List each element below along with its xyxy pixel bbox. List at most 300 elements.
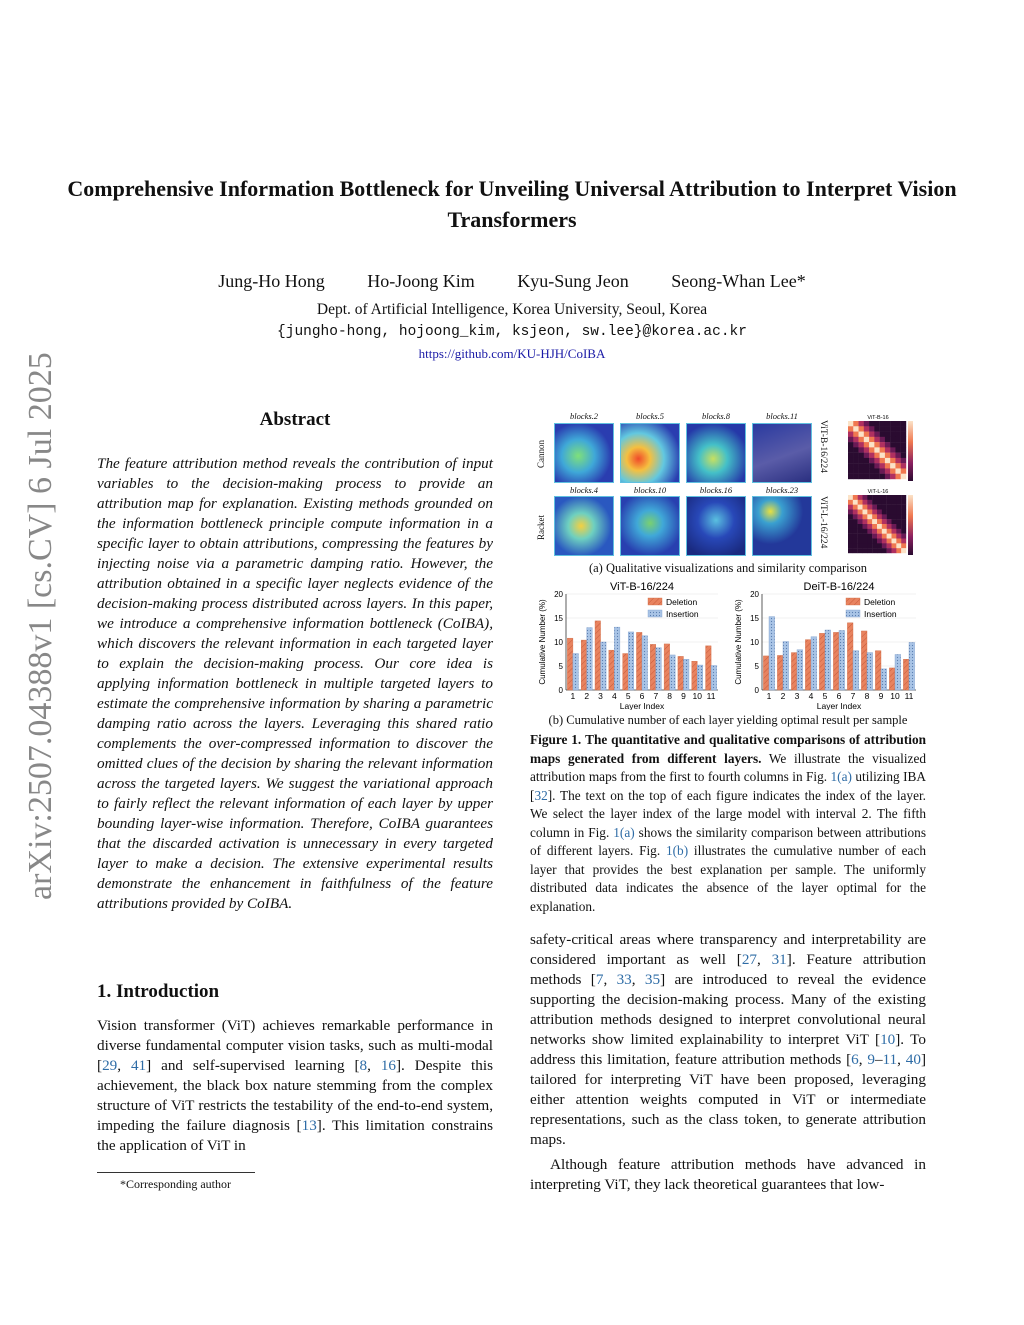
heatmap-cell <box>887 519 892 524</box>
x-tick-label: 8 <box>864 691 870 701</box>
heatmap-cell <box>853 500 858 505</box>
bar-deletion <box>581 640 587 690</box>
heatmap-cell <box>863 514 868 519</box>
x-tick-label: 10 <box>692 691 703 701</box>
heatmap-cell <box>895 432 900 437</box>
legend-swatch <box>648 610 662 617</box>
heatmap-cell <box>901 519 906 524</box>
heatmap-cell <box>896 539 901 544</box>
citation-link[interactable]: 13 <box>301 1117 317 1134</box>
heatmap-cell <box>896 505 901 510</box>
x-tick-label: 1 <box>570 691 576 701</box>
colorbar <box>908 495 913 555</box>
legend-label: Deletion <box>864 597 896 607</box>
heatmap-cell <box>872 500 877 505</box>
heatmap-cell <box>863 524 868 529</box>
heatmap-cell <box>859 453 864 458</box>
y-tick-label: 15 <box>554 614 563 623</box>
heatmap-cell <box>859 474 864 479</box>
heatmap-cell <box>858 534 863 539</box>
heatmap-cell <box>872 539 877 544</box>
bar-deletion <box>819 633 825 690</box>
bar-insertion <box>670 655 676 690</box>
attribution-map <box>554 496 614 556</box>
heatmap-cell <box>882 519 887 524</box>
heatmap-cell <box>895 474 900 479</box>
heatmap-cell <box>901 447 906 452</box>
author-2: Ho-Joong Kim <box>367 271 475 291</box>
bar-insertion <box>811 637 817 690</box>
heatmap-cell <box>863 505 868 510</box>
heatmap-cell <box>896 519 901 524</box>
citation-link[interactable]: 32 <box>534 787 548 803</box>
heatmap-cell <box>885 426 890 431</box>
chart-title: ViT-B-16/224 <box>609 581 675 593</box>
heatmap-cell <box>901 514 906 519</box>
heatmap-cell <box>848 505 853 510</box>
author-4: Seong-Whan Lee* <box>671 271 806 291</box>
heatmap-cell <box>880 421 885 426</box>
heatmap-cell <box>858 495 863 500</box>
heatmap-cell <box>858 505 863 510</box>
heatmap-cell <box>848 468 853 473</box>
heatmap-cell <box>874 453 879 458</box>
citation-link[interactable]: 27 <box>741 951 757 968</box>
heatmap-cell <box>853 534 858 539</box>
citation-link[interactable]: 31 <box>771 951 787 968</box>
heatmap-cell <box>877 534 882 539</box>
bar-insertion <box>697 665 703 690</box>
heatmap-cell <box>858 529 863 534</box>
bar-deletion <box>692 661 698 690</box>
heatmap-cell <box>901 500 906 505</box>
bar-deletion <box>706 646 712 690</box>
heatmap-cell <box>895 421 900 426</box>
heatmap-cell <box>853 453 858 458</box>
bar-deletion <box>889 668 895 690</box>
bar-chart-vit-b <box>532 578 728 710</box>
heatmap-cell <box>882 510 887 515</box>
heatmap-cell <box>853 447 858 452</box>
heatmap-cell <box>892 548 897 553</box>
heatmap-cell <box>848 432 853 437</box>
heatmap-cell <box>848 519 853 524</box>
heatmap-cell <box>887 500 892 505</box>
citation-link[interactable]: 11 <box>882 1051 898 1068</box>
paper-title: Comprehensive Information Bottleneck for Unveiling Universal Attribution to Interpret Vision Transformers <box>67 176 957 232</box>
legend-swatch <box>846 610 860 617</box>
heatmap-cell <box>901 426 906 431</box>
heatmap-cell <box>890 453 895 458</box>
heatmap-cell <box>859 447 864 452</box>
heatmap-cell <box>892 505 897 510</box>
heatmap-cell <box>867 500 872 505</box>
y-axis-label: Cumulative Number (%) <box>734 599 743 685</box>
heatmap-cell <box>880 426 885 431</box>
heatmap-cell <box>872 529 877 534</box>
bar-insertion <box>711 666 717 690</box>
col-label: blocks.2 <box>569 411 599 421</box>
heatmap-cell <box>867 505 872 510</box>
bar-deletion <box>650 644 656 690</box>
heatmap-cell <box>853 495 858 500</box>
heatmap-cell <box>869 426 874 431</box>
bar-deletion <box>861 631 867 690</box>
heatmap-cell <box>890 426 895 431</box>
bar-insertion <box>825 630 831 690</box>
heatmap-cell <box>890 432 895 437</box>
heatmap-cell <box>892 519 897 524</box>
heatmap-cell <box>895 437 900 442</box>
heatmap-cell <box>901 474 906 479</box>
bar-deletion <box>847 623 853 690</box>
heatmap-cell <box>885 458 890 463</box>
citation-link[interactable]: 41 <box>130 1057 147 1074</box>
heatmap-cell <box>864 463 869 468</box>
heatmap-cell <box>885 437 890 442</box>
heatmap-cell <box>848 474 853 479</box>
bar-insertion <box>853 651 859 690</box>
heatmap-cell <box>848 548 853 553</box>
heatmap-cell <box>901 534 906 539</box>
heatmap-cell <box>885 447 890 452</box>
heatmap-cell <box>859 463 864 468</box>
heatmap-cell <box>885 468 890 473</box>
heatmap-cell <box>887 524 892 529</box>
heatmap-cell <box>859 432 864 437</box>
author-3: Kyu-Sung Jeon <box>517 271 629 291</box>
bar-deletion <box>833 632 839 690</box>
heatmap-cell <box>887 548 892 553</box>
heatmap-cell <box>890 458 895 463</box>
col-label: blocks.23 <box>765 485 799 495</box>
heatmap-cell <box>869 437 874 442</box>
y-axis-label: Cumulative Number (%) <box>538 599 547 685</box>
bar-deletion <box>903 659 909 690</box>
heatmap-cell <box>890 474 895 479</box>
heatmap-cell <box>863 539 868 544</box>
heatmap-cell <box>872 510 877 515</box>
heatmap-cell <box>896 514 901 519</box>
heatmap-cell <box>863 510 868 515</box>
heatmap-cell <box>853 529 858 534</box>
heatmap-cell <box>877 500 882 505</box>
heatmap-cell <box>901 437 906 442</box>
x-tick-label: 4 <box>611 691 617 701</box>
bar-deletion <box>623 654 629 690</box>
heatmap-cell <box>867 548 872 553</box>
legend-label: Insertion <box>666 609 699 619</box>
heatmap-cell <box>887 505 892 510</box>
x-tick-label: 4 <box>808 691 814 701</box>
bar-deletion <box>875 651 881 690</box>
model-label: ViT-L-16/224 <box>818 496 828 549</box>
heatmap-cell <box>882 500 887 505</box>
figure-ref[interactable]: 1(b) <box>665 843 689 858</box>
bar-insertion <box>601 642 607 690</box>
heatmap-cell <box>887 514 892 519</box>
heatmap-cell <box>853 442 858 447</box>
heatmap-cell <box>869 468 874 473</box>
code-link[interactable]: https://github.com/KU-HJH/CoIBA <box>418 346 606 361</box>
heatmap-cell <box>887 510 892 515</box>
heatmap-cell <box>848 463 853 468</box>
x-axis-label: Layer Index <box>619 701 665 710</box>
heatmap-cell <box>867 524 872 529</box>
heatmap-cell <box>858 524 863 529</box>
x-tick-label: 3 <box>598 691 603 701</box>
heatmap-cell <box>887 539 892 544</box>
heatmap-cell <box>864 447 869 452</box>
bar-chart-deit-b <box>728 578 926 710</box>
bar-insertion <box>769 617 775 690</box>
heatmap-cell <box>853 539 858 544</box>
heatmap-cell <box>874 474 879 479</box>
heatmap-cell <box>874 447 879 452</box>
heatmap-cell <box>892 524 897 529</box>
row-label: Cannon <box>536 440 546 468</box>
x-tick-label: 8 <box>667 691 673 701</box>
heatmap-cell <box>885 453 890 458</box>
heatmap-cell <box>892 500 897 505</box>
citation-link[interactable]: 7 <box>595 971 604 988</box>
citation-link[interactable]: 16 <box>380 1057 396 1074</box>
heatmap-cell <box>880 463 885 468</box>
citation-link[interactable]: 8 <box>359 1057 368 1074</box>
intro-paragraph-2: safety-critical areas where transparency and interpretability are considered important as well [27, 31]. Feature attribution methods [7, 33, 35] are introduced to reveal the evidence supporting the decision-making process. Many of the existing attribution methods designed to interpret convolutional neural networks show limited explainability to interpret ViT [10]. To address this limitation, feature attribution methods [6, 9–11, 40] tailored for interpreting ViT have been proposed, leveraging either attention weights computed in ViT or intermediate representations, such as the class token, to generate attribution maps. <box>530 931 927 1148</box>
heatmap-cell <box>892 534 897 539</box>
heatmap-cell <box>859 426 864 431</box>
heatmap-cell <box>853 505 858 510</box>
bar-insertion <box>628 632 634 690</box>
heatmap-cell <box>896 534 901 539</box>
citation-link[interactable]: 29 <box>102 1057 118 1074</box>
bar-insertion <box>881 669 887 690</box>
heatmap-cell <box>877 505 882 510</box>
arxiv-stamp: arXiv:2507.04388v1 [cs.CV] 6 Jul 2025 <box>22 352 59 900</box>
heatmap-cell <box>869 421 874 426</box>
heatmap-cell <box>848 529 853 534</box>
heatmap-cell <box>853 426 858 431</box>
citation-link[interactable]: 33 <box>616 971 632 988</box>
legend-label: Deletion <box>666 597 698 607</box>
bar-deletion <box>595 621 601 690</box>
heatmap-cell <box>858 548 863 553</box>
heatmap-cell <box>848 534 853 539</box>
bar-insertion <box>895 654 901 690</box>
heatmap-cell <box>864 426 869 431</box>
heatmap-cell <box>859 442 864 447</box>
bar-deletion <box>777 655 783 690</box>
heatmap-cell <box>901 539 906 544</box>
similarity-heatmaps <box>842 412 924 558</box>
heatmap-cell <box>867 543 872 548</box>
heatmap-cell <box>869 463 874 468</box>
heatmap-cell <box>848 426 853 431</box>
heatmap-cell <box>885 463 890 468</box>
x-tick-label: 10 <box>890 691 900 701</box>
heatmap-cell <box>848 524 853 529</box>
x-tick-label: 2 <box>584 691 590 701</box>
heatmap-cell <box>853 474 858 479</box>
heatmap-cell <box>882 539 887 544</box>
heatmap-cell <box>864 437 869 442</box>
heatmap-cell <box>896 548 901 553</box>
heatmap-cell <box>872 548 877 553</box>
x-tick-label: 7 <box>653 691 659 701</box>
author-emails: {jungho-hong, hojoong_kim, ksjeon, sw.lee}@korea.ac.kr <box>277 324 747 340</box>
heatmap-cell <box>858 519 863 524</box>
heatmap-cell <box>864 432 869 437</box>
attribution-map <box>752 423 812 483</box>
col-label: blocks.8 <box>701 411 731 421</box>
heatmap-cell <box>901 543 906 548</box>
heatmap-cell <box>896 495 901 500</box>
heatmap-cell <box>880 474 885 479</box>
heatmap-cell <box>874 432 879 437</box>
legend-swatch <box>648 598 662 605</box>
heatmap-cell <box>864 458 869 463</box>
heatmap-title: ViT-L-16 <box>867 489 889 495</box>
heatmap-cell <box>896 500 901 505</box>
heatmap-cell <box>869 453 874 458</box>
heatmap-cell <box>848 447 853 452</box>
col-label: blocks.5 <box>635 411 665 421</box>
x-tick-label: 6 <box>836 691 842 701</box>
heatmap-cell <box>901 468 906 473</box>
bar-deletion <box>763 656 769 690</box>
heatmap-cell <box>892 539 897 544</box>
heatmap-cell <box>859 468 864 473</box>
bar-insertion <box>683 659 689 690</box>
heatmap-cell <box>853 543 858 548</box>
citation-link[interactable]: 35 <box>644 971 661 988</box>
attribution-map <box>752 496 812 556</box>
chart-title: DeiT-B-16/224 <box>803 581 875 593</box>
heatmap-cell <box>869 442 874 447</box>
x-tick-label: 6 <box>639 691 645 701</box>
heatmap-cell <box>869 458 874 463</box>
heatmap-cell <box>848 458 853 463</box>
heatmap-cell <box>848 453 853 458</box>
heatmap-cell <box>882 548 887 553</box>
bar-insertion <box>587 628 593 690</box>
heatmap-cell <box>858 543 863 548</box>
heatmap-cell <box>874 437 879 442</box>
bar-insertion <box>614 627 620 690</box>
heatmap-cell <box>877 519 882 524</box>
heatmap-cell <box>867 534 872 539</box>
citation-link[interactable]: 6 <box>851 1051 859 1068</box>
heatmap-cell <box>880 442 885 447</box>
heatmap-cell <box>872 524 877 529</box>
attribution-map <box>620 496 680 556</box>
heatmap-cell <box>877 548 882 553</box>
heatmap-cell <box>853 437 858 442</box>
heatmap-cell <box>848 442 853 447</box>
heatmap-cell <box>896 543 901 548</box>
citation-link[interactable]: 10 <box>880 1031 896 1048</box>
author-list <box>0 271 1024 292</box>
heatmap-cell <box>848 543 853 548</box>
heatmap-cell <box>848 539 853 544</box>
heatmap-cell <box>863 534 868 539</box>
footnote: *Corresponding author <box>120 1177 231 1191</box>
heatmap-cell <box>901 505 906 510</box>
heatmap-cell <box>877 529 882 534</box>
bar-deletion <box>791 653 797 690</box>
heatmap-cell <box>848 500 853 505</box>
heatmap-cell <box>853 463 858 468</box>
bar-insertion <box>573 654 579 690</box>
col-label: blocks.11 <box>766 411 798 421</box>
y-tick-label: 10 <box>750 638 759 647</box>
heatmap-title: ViT-B-16 <box>867 415 889 421</box>
figure-ref[interactable]: 1(a) <box>613 824 635 840</box>
heatmap-cell <box>872 505 877 510</box>
heatmap-cell <box>896 524 901 529</box>
heatmap-cell <box>882 529 887 534</box>
heatmap-cell <box>885 442 890 447</box>
heatmap-cell <box>863 500 868 505</box>
heatmap-cell <box>864 474 869 479</box>
heatmap-cell <box>848 514 853 519</box>
heatmap-cell <box>885 421 890 426</box>
heatmap-cell <box>853 421 858 426</box>
heatmap-cell <box>863 529 868 534</box>
bar-insertion <box>797 650 803 690</box>
model-label: ViT-B-16/224 <box>818 420 828 473</box>
heatmap-cell <box>901 463 906 468</box>
heatmap-cell <box>880 453 885 458</box>
citation-link[interactable]: 9 <box>867 1051 875 1068</box>
heatmap-cell <box>901 458 906 463</box>
heatmap-cell <box>877 495 882 500</box>
heatmap-cell <box>901 421 906 426</box>
heatmap-cell <box>869 474 874 479</box>
x-tick-label: 5 <box>822 691 828 701</box>
heatmap-cell <box>892 514 897 519</box>
citation-link[interactable]: 40 <box>905 1051 921 1068</box>
heatmap-cell <box>869 447 874 452</box>
heatmap-cell <box>848 510 853 515</box>
author-1: Jung-Ho Hong <box>218 271 325 291</box>
bar-insertion <box>642 636 648 690</box>
abstract-heading: Abstract <box>259 409 331 430</box>
heatmap-cell <box>885 432 890 437</box>
figure-caption: Figure 1. The quantitative and qualitative comparisons of attribution maps generated from different layers. We illustrate the visualized attribution maps from the first to fourth columns in Fig. 1(a) utilizing IBA [32]. The text on the top of each figure indicates the index of the layer. We select the layer index of the large model with interval 2. The fifth column in Fig. 1(a) shows the similarity comparison between attributions of different layers. Fig. 1(b) illustrates the cumulative number of each layer that provides the best explanation per sample. The uniformly distributed data indicates the absence of the layer optimal for the explanation. <box>530 732 927 914</box>
heatmap-cell <box>864 421 869 426</box>
heatmap-cell <box>892 543 897 548</box>
heatmap-cell <box>882 543 887 548</box>
bar-deletion <box>805 640 811 690</box>
heatmap-cell <box>892 495 897 500</box>
figure-ref[interactable]: 1(a) <box>830 769 852 784</box>
heatmap-cell <box>867 539 872 544</box>
heatmap-cell <box>895 426 900 431</box>
x-tick-label: 5 <box>625 691 631 701</box>
heatmap-cell <box>901 453 906 458</box>
heatmap-cell <box>874 458 879 463</box>
heatmap-cell <box>882 495 887 500</box>
heatmap-cell <box>890 421 895 426</box>
heatmap-cell <box>848 495 853 500</box>
heatmap-cell <box>858 500 863 505</box>
subcaption-b: (b) Cumulative number of each layer yielding optimal result per sample <box>548 713 908 727</box>
bar-deletion <box>636 632 642 690</box>
x-axis-label: Layer Index <box>816 701 862 710</box>
heatmap-cell <box>874 468 879 473</box>
